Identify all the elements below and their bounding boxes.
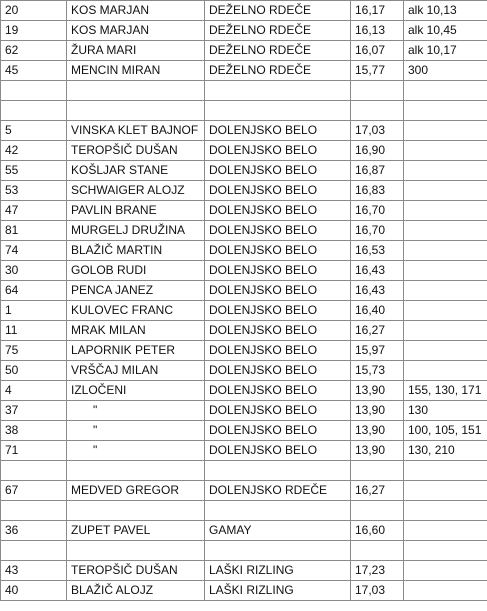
wine-type-cell: DOLENJSKO BELO	[205, 201, 351, 221]
note-cell: 100, 105, 151	[404, 421, 487, 441]
table-row	[1, 101, 487, 121]
wine-type-cell: LAŠKI RIZLING	[205, 581, 351, 601]
entry-number-cell: 55	[1, 161, 67, 181]
producer-name-cell: VINSKA KLET BAJNOF	[67, 121, 205, 141]
score-cell: 16,53	[351, 241, 404, 261]
entry-number-cell: 1	[1, 301, 67, 321]
table-row	[1, 41, 487, 61]
entry-number-cell: 71	[1, 441, 67, 461]
table-row	[1, 201, 487, 221]
entry-number-cell	[1, 461, 67, 481]
entry-number-cell	[1, 541, 67, 561]
table-row	[1, 61, 487, 81]
score-cell: 16,43	[351, 261, 404, 281]
producer-name-cell: KULOVEC FRANC	[67, 301, 205, 321]
note-cell	[404, 261, 487, 281]
wine-type-cell	[205, 81, 351, 101]
table-row	[1, 561, 487, 581]
score-cell: 15,77	[351, 61, 404, 81]
entry-number-cell: 36	[1, 521, 67, 541]
producer-name-cell: "	[67, 441, 205, 461]
wine-type-cell: DOLENJSKO BELO	[205, 361, 351, 381]
table-row	[1, 501, 487, 521]
table-row	[1, 241, 487, 261]
score-cell: 15,73	[351, 361, 404, 381]
note-cell	[404, 501, 487, 521]
table-row	[1, 361, 487, 381]
note-cell	[404, 281, 487, 301]
score-cell: 16,27	[351, 321, 404, 341]
table-row	[1, 441, 487, 461]
entry-number-cell: 75	[1, 341, 67, 361]
producer-name-cell: VRŠČAJ MILAN	[67, 361, 205, 381]
score-cell: 13,90	[351, 401, 404, 421]
entry-number-cell: 53	[1, 181, 67, 201]
note-cell	[404, 141, 487, 161]
note-cell: alk 10,17	[404, 41, 487, 61]
table-row	[1, 21, 487, 41]
note-cell	[404, 581, 487, 601]
producer-name-cell: "	[67, 401, 205, 421]
table-row	[1, 321, 487, 341]
table-row	[1, 581, 487, 601]
note-cell	[404, 241, 487, 261]
producer-name-cell	[67, 81, 205, 101]
wine-type-cell: DOLENJSKO BELO	[205, 261, 351, 281]
score-cell: 16,70	[351, 201, 404, 221]
table-row	[1, 421, 487, 441]
wine-type-cell	[205, 101, 351, 121]
table-row	[1, 481, 487, 501]
wine-type-cell: DOLENJSKO BELO	[205, 321, 351, 341]
score-cell: 16,83	[351, 181, 404, 201]
note-cell: alk 10,45	[404, 21, 487, 41]
producer-name-cell	[67, 541, 205, 561]
entry-number-cell: 47	[1, 201, 67, 221]
entry-number-cell: 20	[1, 1, 67, 21]
note-cell	[404, 541, 487, 561]
entry-number-cell: 45	[1, 61, 67, 81]
wine-type-cell: LAŠKI RIZLING	[205, 561, 351, 581]
score-cell: 13,90	[351, 421, 404, 441]
entry-number-cell: 67	[1, 481, 67, 501]
results-table-body	[1, 1, 487, 601]
producer-name-cell: KOŠLJAR STANE	[67, 161, 205, 181]
producer-name-cell: TEROPŠIČ DUŠAN	[67, 561, 205, 581]
table-row	[1, 301, 487, 321]
producer-name-cell: PAVLIN BRANE	[67, 201, 205, 221]
score-cell: 17,03	[351, 121, 404, 141]
table-row	[1, 261, 487, 281]
entry-number-cell: 37	[1, 401, 67, 421]
note-cell: 130	[404, 401, 487, 421]
producer-name-cell: ZUPET PAVEL	[67, 521, 205, 541]
score-cell: 17,03	[351, 581, 404, 601]
entry-number-cell	[1, 501, 67, 521]
wine-type-cell: DOLENJSKO RDEČE	[205, 481, 351, 501]
entry-number-cell: 19	[1, 21, 67, 41]
producer-name-cell: TEROPŠIČ DUŠAN	[67, 141, 205, 161]
score-cell	[351, 101, 404, 121]
table-row	[1, 221, 487, 241]
producer-name-cell: "	[67, 421, 205, 441]
producer-name-cell	[67, 501, 205, 521]
score-cell: 16,87	[351, 161, 404, 181]
score-cell: 16,43	[351, 281, 404, 301]
note-cell	[404, 361, 487, 381]
note-cell: 300	[404, 61, 487, 81]
note-cell	[404, 341, 487, 361]
score-cell: 16,27	[351, 481, 404, 501]
producer-name-cell: SCHWAIGER ALOJZ	[67, 181, 205, 201]
wine-type-cell	[205, 501, 351, 521]
wine-type-cell	[205, 461, 351, 481]
note-cell	[404, 221, 487, 241]
note-cell	[404, 181, 487, 201]
entry-number-cell: 64	[1, 281, 67, 301]
entry-number-cell	[1, 101, 67, 121]
wine-type-cell: DOLENJSKO BELO	[205, 161, 351, 181]
score-cell	[351, 501, 404, 521]
producer-name-cell: BLAŽIČ ALOJZ	[67, 581, 205, 601]
table-row	[1, 341, 487, 361]
table-row	[1, 381, 487, 401]
producer-name-cell	[67, 101, 205, 121]
entry-number-cell: 11	[1, 321, 67, 341]
entry-number-cell: 42	[1, 141, 67, 161]
note-cell: 155, 130, 171	[404, 381, 487, 401]
table-row	[1, 181, 487, 201]
entry-number-cell: 40	[1, 581, 67, 601]
producer-name-cell: ŽURA MARI	[67, 41, 205, 61]
wine-type-cell: DOLENJSKO BELO	[205, 141, 351, 161]
note-cell	[404, 461, 487, 481]
table-row	[1, 401, 487, 421]
note-cell: alk 10,13	[404, 1, 487, 21]
producer-name-cell: BLAŽIČ MARTIN	[67, 241, 205, 261]
note-cell	[404, 321, 487, 341]
table-row	[1, 81, 487, 101]
entry-number-cell: 62	[1, 41, 67, 61]
entry-number-cell: 30	[1, 261, 67, 281]
wine-type-cell: DEŽELNO RDEČE	[205, 1, 351, 21]
score-cell: 16,40	[351, 301, 404, 321]
score-cell: 16,07	[351, 41, 404, 61]
producer-name-cell: IZLOČENI	[67, 381, 205, 401]
wine-type-cell: DEŽELNO RDEČE	[205, 41, 351, 61]
wine-type-cell: GAMAY	[205, 521, 351, 541]
entry-number-cell: 5	[1, 121, 67, 141]
score-cell	[351, 81, 404, 101]
producer-name-cell: LAPORNIK PETER	[67, 341, 205, 361]
entry-number-cell	[1, 81, 67, 101]
wine-type-cell: DEŽELNO RDEČE	[205, 61, 351, 81]
score-cell: 16,13	[351, 21, 404, 41]
score-cell: 13,90	[351, 441, 404, 461]
entry-number-cell: 43	[1, 561, 67, 581]
table-row	[1, 161, 487, 181]
producer-name-cell: MRAK MILAN	[67, 321, 205, 341]
note-cell	[404, 81, 487, 101]
wine-type-cell: DOLENJSKO BELO	[205, 381, 351, 401]
entry-number-cell: 74	[1, 241, 67, 261]
table-row	[1, 141, 487, 161]
producer-name-cell: GOLOB RUDI	[67, 261, 205, 281]
wine-type-cell: DOLENJSKO BELO	[205, 221, 351, 241]
wine-type-cell: DOLENJSKO BELO	[205, 301, 351, 321]
entry-number-cell: 81	[1, 221, 67, 241]
note-cell	[404, 301, 487, 321]
note-cell	[404, 161, 487, 181]
producer-name-cell: MENCIN MIRAN	[67, 61, 205, 81]
wine-type-cell	[205, 541, 351, 561]
table-row	[1, 541, 487, 561]
producer-name-cell: KOS MARJAN	[67, 1, 205, 21]
note-cell: 130, 210	[404, 441, 487, 461]
producer-name-cell: MURGELJ DRUŽINA	[67, 221, 205, 241]
score-cell: 15,97	[351, 341, 404, 361]
producer-name-cell: PENCA JANEZ	[67, 281, 205, 301]
score-cell: 16,60	[351, 521, 404, 541]
producer-name-cell: KOS MARJAN	[67, 21, 205, 41]
table-row	[1, 281, 487, 301]
wine-type-cell: DOLENJSKO BELO	[205, 241, 351, 261]
score-cell: 16,70	[351, 221, 404, 241]
wine-type-cell: DOLENJSKO BELO	[205, 441, 351, 461]
wine-type-cell: DOLENJSKO BELO	[205, 181, 351, 201]
wine-type-cell: DEŽELNO RDEČE	[205, 21, 351, 41]
note-cell	[404, 121, 487, 141]
note-cell	[404, 481, 487, 501]
score-cell	[351, 461, 404, 481]
producer-name-cell: MEDVED GREGOR	[67, 481, 205, 501]
producer-name-cell	[67, 461, 205, 481]
note-cell	[404, 561, 487, 581]
wine-type-cell: DOLENJSKO BELO	[205, 401, 351, 421]
wine-type-cell: DOLENJSKO BELO	[205, 341, 351, 361]
score-cell: 13,90	[351, 381, 404, 401]
entry-number-cell: 38	[1, 421, 67, 441]
entry-number-cell: 50	[1, 361, 67, 381]
wine-type-cell: DOLENJSKO BELO	[205, 281, 351, 301]
score-cell	[351, 541, 404, 561]
table-row	[1, 461, 487, 481]
note-cell	[404, 101, 487, 121]
note-cell	[404, 201, 487, 221]
table-row	[1, 1, 487, 21]
note-cell	[404, 521, 487, 541]
score-cell: 16,17	[351, 1, 404, 21]
wine-type-cell: DOLENJSKO BELO	[205, 121, 351, 141]
entry-number-cell: 4	[1, 381, 67, 401]
table-row	[1, 121, 487, 141]
score-cell: 16,90	[351, 141, 404, 161]
table-row	[1, 521, 487, 541]
score-cell: 17,23	[351, 561, 404, 581]
wine-type-cell: DOLENJSKO BELO	[205, 421, 351, 441]
